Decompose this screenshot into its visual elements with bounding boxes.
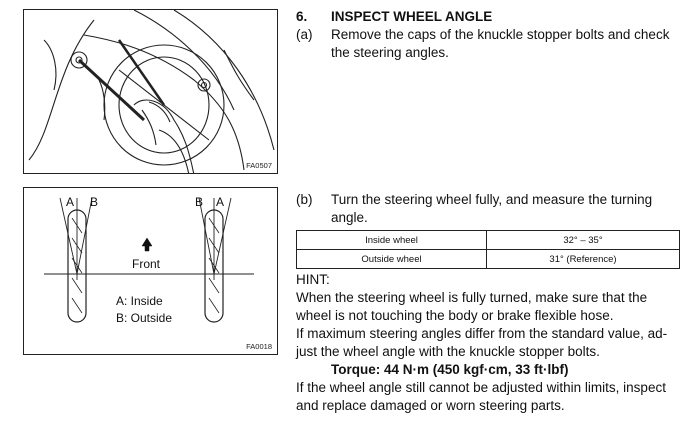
figure-wheel-angle-diagram xyxy=(23,187,278,355)
legend-inside: A: Inside xyxy=(116,294,163,308)
figure-wrench-illustration xyxy=(23,9,278,174)
wrench-illustration-drawing xyxy=(24,10,278,174)
section-title: INSPECT WHEEL ANGLE xyxy=(331,9,493,24)
legend-outside: B: Outside xyxy=(116,311,173,325)
wheel-angle-drawing xyxy=(24,188,278,355)
hint-line-6: and replace damaged or worn steering parts. xyxy=(296,398,565,413)
front-label: Front xyxy=(132,257,161,271)
left-angle-label-a: A xyxy=(66,195,75,209)
hint-line-3: If maximum steering angles differ from the standard value, ad- xyxy=(296,326,668,341)
table-cell-label: Outside wheel xyxy=(297,250,487,269)
step-b-line-1: Turn the steering wheel fully, and measure the turning xyxy=(331,192,653,207)
figure-code: FA0507 xyxy=(246,161,272,170)
step-b-line-2: angle. xyxy=(331,210,368,225)
hint-line-4: just the wheel angle with the knuckle stopper bolts. xyxy=(296,344,600,359)
table-cell-value: 31° (Reference) xyxy=(487,250,680,269)
table-row xyxy=(297,231,680,250)
table-row xyxy=(297,250,680,269)
figure-code: FA0018 xyxy=(246,342,272,351)
hint-line-5: If the wheel angle still cannot be adjusted within limits, inspect xyxy=(296,380,666,395)
left-angle-label-b: B xyxy=(90,195,99,209)
hint-line-2: wheel is not touching the body or brake flexible hose. xyxy=(296,308,614,323)
right-angle-label-b: B xyxy=(195,195,204,209)
step-a-line-2: the steering angles. xyxy=(331,45,449,60)
step-a-line-1: Remove the caps of the knuckle stopper bolts and check xyxy=(331,27,670,42)
step-b-marker: (b) xyxy=(296,192,313,207)
table-cell-value: 32° – 35° xyxy=(487,231,680,250)
step-a-marker: (a) xyxy=(296,27,313,42)
section-number: 6. xyxy=(296,9,308,24)
steering-angle-table xyxy=(296,230,680,269)
table-cell-label: Inside wheel xyxy=(297,231,487,250)
hint-heading: HINT: xyxy=(296,272,330,287)
hint-line-1: When the steering wheel is fully turned, make sure that the xyxy=(296,290,648,305)
right-angle-label-a: A xyxy=(216,195,225,209)
torque-spec: Torque: 44 N·m (450 kgf·cm, 33 ft·lbf) xyxy=(331,362,569,377)
